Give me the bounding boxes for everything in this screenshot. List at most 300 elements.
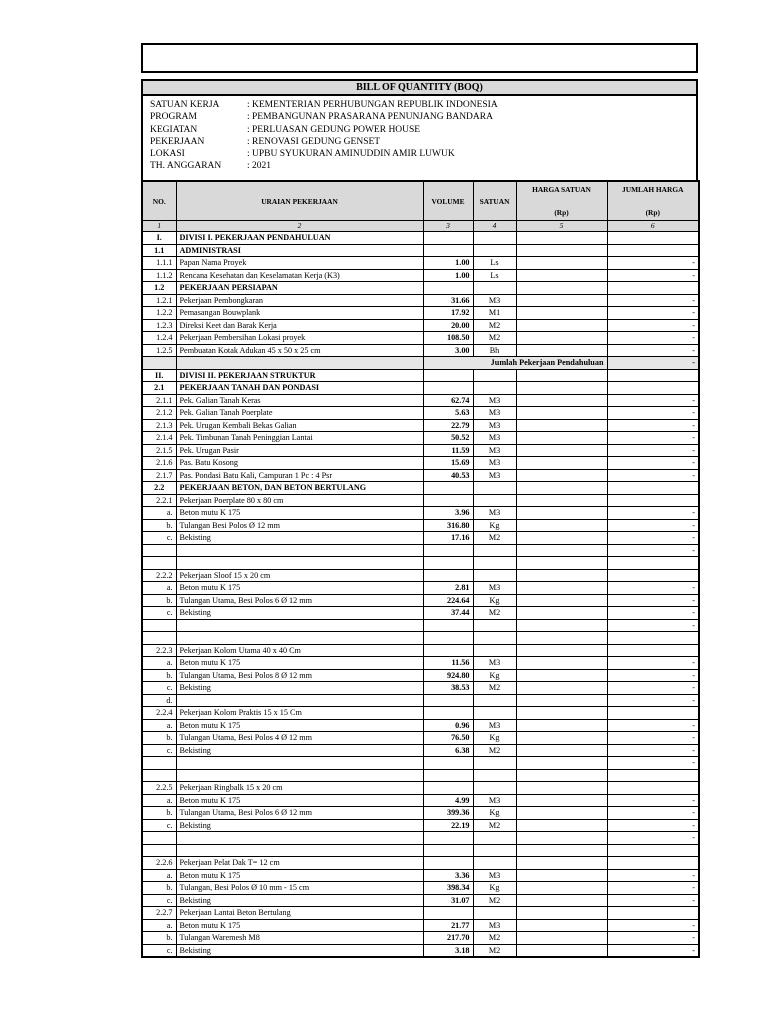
cell-satuan xyxy=(473,244,516,257)
cell-volume: 40.53 xyxy=(423,469,473,482)
cell-volume: 20.00 xyxy=(423,319,473,332)
cell-no: c. xyxy=(142,607,176,620)
cell-volume: 21.77 xyxy=(423,919,473,932)
cell-jumlah: - xyxy=(607,869,699,882)
cell-no: 1.1 xyxy=(142,244,176,257)
cell-harga xyxy=(516,557,607,570)
cell-satuan xyxy=(473,694,516,707)
cell-harga xyxy=(516,419,607,432)
cell-harga xyxy=(516,907,607,920)
cell-no: 1.2.1 xyxy=(142,294,176,307)
cell-desc: Pekerjaan Sloof 15 x 20 cm xyxy=(176,569,423,582)
info-row xyxy=(143,148,696,160)
cell-harga xyxy=(516,444,607,457)
table-row xyxy=(142,594,699,607)
cell-desc: Pekerjaan Kolom Praktis 15 x 15 Cm xyxy=(176,707,423,720)
cell-no xyxy=(142,619,176,632)
cell-desc: Tulangan Waremesh M8 xyxy=(176,932,423,945)
cell-no: a. xyxy=(142,507,176,520)
cell-jumlah: - xyxy=(607,269,699,282)
cell-harga xyxy=(516,919,607,932)
cell-jumlah xyxy=(607,232,699,245)
table-header-row xyxy=(142,181,699,221)
cell-volume xyxy=(423,857,473,870)
cell-desc: Tulangan, Besi Polos Ø 10 mm - 15 cm xyxy=(176,882,423,895)
cell-desc: PEKERJAAN TANAH DAN PONDASI xyxy=(176,382,423,395)
table-row xyxy=(142,382,699,395)
info-value: : 2021 xyxy=(247,161,272,172)
cell-volume xyxy=(423,632,473,645)
cell-jumlah: - xyxy=(607,619,699,632)
info-value: : UPBU SYUKURAN AMINUDDIN AMIR LUWUK xyxy=(247,149,455,160)
cell-no: b. xyxy=(142,519,176,532)
cell-harga xyxy=(516,244,607,257)
cell-jumlah: - xyxy=(607,882,699,895)
info-key: SATUAN KERJA xyxy=(150,100,220,110)
cell-no: c. xyxy=(142,744,176,757)
cell-jumlah: - xyxy=(607,694,699,707)
cell-harga xyxy=(516,757,607,770)
info-row xyxy=(143,99,696,111)
cell-desc: Pekerjaan Ringbalk 15 x 20 cm xyxy=(176,782,423,795)
cell-harga xyxy=(516,519,607,532)
cell-no: d. xyxy=(142,694,176,707)
cell-harga xyxy=(516,407,607,420)
cell-volume xyxy=(423,782,473,795)
cell-no: 2.2.7 xyxy=(142,907,176,920)
cell-harga xyxy=(516,744,607,757)
cell-harga xyxy=(516,794,607,807)
cell-satuan xyxy=(473,769,516,782)
cell-no: 2.2.1 xyxy=(142,494,176,507)
cell-volume: 6.38 xyxy=(423,744,473,757)
cell-jumlah: - xyxy=(607,682,699,695)
cell-volume: 17.92 xyxy=(423,307,473,320)
cell-desc xyxy=(176,557,423,570)
cell-volume: 31.07 xyxy=(423,894,473,907)
table-row xyxy=(142,807,699,820)
cell-satuan: M3 xyxy=(473,869,516,882)
cell-harga xyxy=(516,544,607,557)
table-row xyxy=(142,907,699,920)
cell-jumlah: - xyxy=(607,357,699,370)
table-row xyxy=(142,682,699,695)
cell-satuan: M2 xyxy=(473,607,516,620)
cell-desc: Pekerjaan Pembongkaran xyxy=(176,294,423,307)
cell-jumlah: - xyxy=(607,657,699,670)
cell-volume xyxy=(423,544,473,557)
cell-satuan: M2 xyxy=(473,932,516,945)
cell-jumlah: - xyxy=(607,394,699,407)
cell-satuan: M3 xyxy=(473,419,516,432)
boq-sheet xyxy=(141,43,698,958)
cell-harga xyxy=(516,607,607,620)
cell-no: c. xyxy=(142,819,176,832)
cell-volume xyxy=(423,707,473,720)
cell-no: 2.2.6 xyxy=(142,857,176,870)
cell-desc: Bekisting xyxy=(176,894,423,907)
cell-jumlah xyxy=(607,282,699,295)
cell-harga xyxy=(516,682,607,695)
cell-desc: Pas. Batu Kosong xyxy=(176,457,423,470)
info-key: PEKERJAAN xyxy=(150,136,205,147)
cell-desc: Pekerjaan Pelat Dak T= 12 cm xyxy=(176,857,423,870)
cell-desc: Papan Nama Proyek xyxy=(176,257,423,270)
cell-desc: Pek. Galian Tanah Poerplate xyxy=(176,407,423,420)
project-info xyxy=(141,96,698,180)
cell-harga xyxy=(516,307,607,320)
info-key: PROGRAM xyxy=(150,112,197,123)
cell-volume: 22.19 xyxy=(423,819,473,832)
cell-desc: Beton mutu K 175 xyxy=(176,507,423,520)
cell-no: c. xyxy=(142,944,176,957)
cell-harga xyxy=(516,594,607,607)
table-row xyxy=(142,257,699,270)
cell-satuan: Kg xyxy=(473,519,516,532)
subtotal-label: Jumlah Pekerjaan Pendahuluan xyxy=(423,357,607,370)
cell-no xyxy=(142,769,176,782)
header-harga-satuan xyxy=(516,181,607,221)
cell-no: b. xyxy=(142,732,176,745)
column-number: 3 xyxy=(423,221,473,232)
cell-desc: Bekisting xyxy=(176,744,423,757)
cell-desc: Pas. Pondasi Batu Kali, Campuran 1 Pc : 4 Psr xyxy=(176,469,423,482)
cell-harga xyxy=(516,694,607,707)
cell-harga xyxy=(516,482,607,495)
cell-volume xyxy=(423,557,473,570)
table-row xyxy=(142,569,699,582)
cell-satuan: M3 xyxy=(473,294,516,307)
cell-desc: PEKERJAAN BETON, DAN BETON BERTULANG xyxy=(176,482,423,495)
cell-no: 2.1.2 xyxy=(142,407,176,420)
cell-satuan: M3 xyxy=(473,469,516,482)
cell-jumlah xyxy=(607,369,699,382)
cell-desc: Beton mutu K 175 xyxy=(176,719,423,732)
cell-satuan xyxy=(473,382,516,395)
cell-harga xyxy=(516,319,607,332)
cell-satuan xyxy=(473,832,516,845)
cell-satuan: Kg xyxy=(473,732,516,745)
cell-harga xyxy=(516,569,607,582)
cell-volume xyxy=(423,244,473,257)
cell-harga xyxy=(516,882,607,895)
cell-desc: Bekisting xyxy=(176,532,423,545)
cell-satuan xyxy=(473,494,516,507)
cell-volume: 50.52 xyxy=(423,432,473,445)
cell-satuan: Kg xyxy=(473,669,516,682)
cell-jumlah: - xyxy=(607,519,699,532)
cell-harga xyxy=(516,232,607,245)
table-row xyxy=(142,707,699,720)
cell-no: c. xyxy=(142,682,176,695)
header-volume: VOLUME xyxy=(423,181,473,221)
header-jumlah-unit: (Rp) xyxy=(645,208,660,217)
cell-satuan: Kg xyxy=(473,807,516,820)
cell-volume: 38.53 xyxy=(423,682,473,695)
table-row xyxy=(142,669,699,682)
cell-no: II. xyxy=(142,369,176,382)
cell-volume: 924.80 xyxy=(423,669,473,682)
cell-jumlah xyxy=(607,644,699,657)
cell-satuan xyxy=(473,544,516,557)
cell-no: 2.2.4 xyxy=(142,707,176,720)
cell-harga xyxy=(516,769,607,782)
table-row xyxy=(142,307,699,320)
cell-desc xyxy=(176,757,423,770)
cell-no: 2.1.1 xyxy=(142,394,176,407)
cell-no: a. xyxy=(142,719,176,732)
cell-desc: Beton mutu K 175 xyxy=(176,657,423,670)
cell-jumlah xyxy=(607,244,699,257)
cell-desc: Pek. Urugan Kembali Bekas Galian xyxy=(176,419,423,432)
cell-satuan xyxy=(473,644,516,657)
cell-volume: 1.00 xyxy=(423,269,473,282)
cell-satuan: M2 xyxy=(473,319,516,332)
cell-jumlah: - xyxy=(607,307,699,320)
cell-volume: 398.34 xyxy=(423,882,473,895)
table-row xyxy=(142,607,699,620)
cell-satuan: Kg xyxy=(473,594,516,607)
header-jumlah-label: JUMLAH HARGA xyxy=(622,185,684,194)
header-uraian: URAIAN PEKERJAAN xyxy=(176,181,423,221)
table-row xyxy=(142,844,699,857)
subtotal-row xyxy=(142,357,699,370)
cell-no: b. xyxy=(142,932,176,945)
cell-no xyxy=(142,832,176,845)
cell-no: 2.1.3 xyxy=(142,419,176,432)
cell-harga xyxy=(516,382,607,395)
cell-desc: Rencana Kesehatan dan Keselamatan Kerja (K3) xyxy=(176,269,423,282)
cell-satuan: M1 xyxy=(473,307,516,320)
info-key: TH. ANGGARAN xyxy=(150,161,222,172)
cell-no: b. xyxy=(142,807,176,820)
cell-desc: Pekerjaan Kolom Utama 40 x 40 Cm xyxy=(176,644,423,657)
cell-satuan xyxy=(473,844,516,857)
cell-volume: 316.80 xyxy=(423,519,473,532)
cell-harga xyxy=(516,832,607,845)
cell-volume xyxy=(423,569,473,582)
info-value: : PERLUASAN GEDUNG POWER HOUSE xyxy=(247,124,421,135)
cell-satuan: M3 xyxy=(473,394,516,407)
table-row xyxy=(142,282,699,295)
cell-volume: 11.56 xyxy=(423,657,473,670)
cell-harga xyxy=(516,807,607,820)
table-row xyxy=(142,857,699,870)
table-row xyxy=(142,719,699,732)
cell-jumlah: - xyxy=(607,319,699,332)
cell-jumlah: - xyxy=(607,544,699,557)
table-row xyxy=(142,782,699,795)
cell-volume: 108.50 xyxy=(423,332,473,345)
cell-satuan xyxy=(473,482,516,495)
cell-volume: 76.50 xyxy=(423,732,473,745)
cell-satuan: M3 xyxy=(473,919,516,932)
column-number: 1 xyxy=(142,221,176,232)
cell-desc: Pek. Galian Tanah Keras xyxy=(176,394,423,407)
table-row xyxy=(142,482,699,495)
cell-satuan: M3 xyxy=(473,507,516,520)
cell-desc: Pemasangan Bouwplank xyxy=(176,307,423,320)
cell-harga xyxy=(516,819,607,832)
cell-satuan: M2 xyxy=(473,819,516,832)
table-row xyxy=(142,644,699,657)
table-row xyxy=(142,407,699,420)
cell-volume: 3.36 xyxy=(423,869,473,882)
cell-harga xyxy=(516,344,607,357)
cell-no: a. xyxy=(142,657,176,670)
cell-desc: Beton mutu K 175 xyxy=(176,582,423,595)
cell-satuan: M3 xyxy=(473,582,516,595)
cell-harga xyxy=(516,857,607,870)
cell-harga xyxy=(516,394,607,407)
column-number: 4 xyxy=(473,221,516,232)
cell-satuan: M3 xyxy=(473,444,516,457)
cell-no: a. xyxy=(142,794,176,807)
cell-satuan: M2 xyxy=(473,894,516,907)
cell-no xyxy=(142,544,176,557)
cell-desc: Pekerjaan Lantai Beton Bertulang xyxy=(176,907,423,920)
cell-no xyxy=(142,357,176,370)
cell-jumlah: - xyxy=(607,832,699,845)
cell-jumlah: - xyxy=(607,444,699,457)
cell-jumlah: - xyxy=(607,719,699,732)
cell-harga xyxy=(516,732,607,745)
table-row xyxy=(142,419,699,432)
cell-no: 1.1.2 xyxy=(142,269,176,282)
cell-satuan: Ls xyxy=(473,257,516,270)
cell-jumlah: - xyxy=(607,757,699,770)
column-number-row xyxy=(142,221,699,232)
cell-no: 2.1.5 xyxy=(142,444,176,457)
cell-no: 2.1.7 xyxy=(142,469,176,482)
cell-desc: Tulangan Utama, Besi Polos 6 Ø 12 mm xyxy=(176,807,423,820)
table-row xyxy=(142,332,699,345)
cell-jumlah: - xyxy=(607,794,699,807)
cell-harga xyxy=(516,844,607,857)
table-row xyxy=(142,369,699,382)
cell-desc: Tulangan Besi Polos Ø 12 mm xyxy=(176,519,423,532)
cell-desc xyxy=(176,544,423,557)
cell-satuan xyxy=(473,782,516,795)
cell-no: a. xyxy=(142,869,176,882)
cell-desc: Pekerjaan Pembersihan Lokasi proyek xyxy=(176,332,423,345)
cell-no: b. xyxy=(142,594,176,607)
cell-desc: Beton mutu K 175 xyxy=(176,794,423,807)
cell-desc xyxy=(176,844,423,857)
cell-satuan: M3 xyxy=(473,794,516,807)
cell-volume xyxy=(423,769,473,782)
cell-harga xyxy=(516,932,607,945)
cell-jumlah: - xyxy=(607,469,699,482)
cell-harga xyxy=(516,507,607,520)
cell-volume xyxy=(423,482,473,495)
cell-harga xyxy=(516,432,607,445)
cell-harga xyxy=(516,894,607,907)
cell-volume: 217.70 xyxy=(423,932,473,945)
cell-volume: 2.81 xyxy=(423,582,473,595)
cell-jumlah xyxy=(607,382,699,395)
cell-volume: 3.96 xyxy=(423,507,473,520)
cell-desc xyxy=(176,694,423,707)
cell-no: I. xyxy=(142,232,176,245)
document-title: BILL OF QUANTITY (BOQ) xyxy=(141,79,698,96)
table-row xyxy=(142,919,699,932)
cell-jumlah: - xyxy=(607,594,699,607)
header-satuan: SATUAN xyxy=(473,181,516,221)
boq-table xyxy=(141,180,700,958)
cell-satuan: M3 xyxy=(473,719,516,732)
table-row xyxy=(142,444,699,457)
cell-jumlah xyxy=(607,857,699,870)
table-row xyxy=(142,494,699,507)
cell-desc: ADMINISTRASI xyxy=(176,244,423,257)
cell-satuan: M2 xyxy=(473,944,516,957)
table-row xyxy=(142,769,699,782)
cell-no: c. xyxy=(142,532,176,545)
cell-volume: 399.36 xyxy=(423,807,473,820)
cell-desc: Pek. Timbunan Tanah Peninggian Lantai xyxy=(176,432,423,445)
cell-volume: 1.00 xyxy=(423,257,473,270)
cell-volume xyxy=(423,494,473,507)
cell-no: 1.2.3 xyxy=(142,319,176,332)
cell-desc: Beton mutu K 175 xyxy=(176,869,423,882)
column-number: 5 xyxy=(516,221,607,232)
cell-no: 2.2 xyxy=(142,482,176,495)
cell-no: 1.2.5 xyxy=(142,344,176,357)
cell-jumlah: - xyxy=(607,919,699,932)
cell-jumlah xyxy=(607,569,699,582)
table-row xyxy=(142,819,699,832)
table-row xyxy=(142,582,699,595)
cell-volume xyxy=(423,382,473,395)
cell-volume: 0.96 xyxy=(423,719,473,732)
cell-no: 2.2.5 xyxy=(142,782,176,795)
cell-jumlah xyxy=(607,782,699,795)
cell-no: 2.2.3 xyxy=(142,644,176,657)
cell-satuan: M2 xyxy=(473,532,516,545)
cell-harga xyxy=(516,619,607,632)
cell-satuan xyxy=(473,907,516,920)
cell-harga xyxy=(516,869,607,882)
info-value: : KEMENTERIAN PERHUBUNGAN REPUBLIK INDONESIA xyxy=(247,100,498,110)
table-row xyxy=(142,432,699,445)
cell-satuan: M3 xyxy=(473,657,516,670)
cell-desc: Pekerjaan Poerplate 80 x 80 cm xyxy=(176,494,423,507)
cell-satuan: M3 xyxy=(473,432,516,445)
info-row xyxy=(143,124,696,136)
cell-desc: Tulangan Utama, Besi Polos 6 Ø 12 mm xyxy=(176,594,423,607)
info-value: : RENOVASI GEDUNG GENSET xyxy=(247,136,381,147)
cell-volume: 3.18 xyxy=(423,944,473,957)
cell-volume xyxy=(423,619,473,632)
cell-no: 1.2.4 xyxy=(142,332,176,345)
cell-no: a. xyxy=(142,582,176,595)
cell-desc xyxy=(176,769,423,782)
cell-satuan xyxy=(473,632,516,645)
cell-harga xyxy=(516,719,607,732)
cell-desc: Direksi Keet dan Barak Kerja xyxy=(176,319,423,332)
cell-no: b. xyxy=(142,882,176,895)
cell-volume xyxy=(423,232,473,245)
cell-jumlah: - xyxy=(607,457,699,470)
table-row xyxy=(142,932,699,945)
cell-volume: 15.69 xyxy=(423,457,473,470)
cell-desc: Bekisting xyxy=(176,819,423,832)
cell-satuan xyxy=(473,857,516,870)
cell-volume: 4.99 xyxy=(423,794,473,807)
table-row xyxy=(142,832,699,845)
cell-desc: Beton mutu K 175 xyxy=(176,919,423,932)
